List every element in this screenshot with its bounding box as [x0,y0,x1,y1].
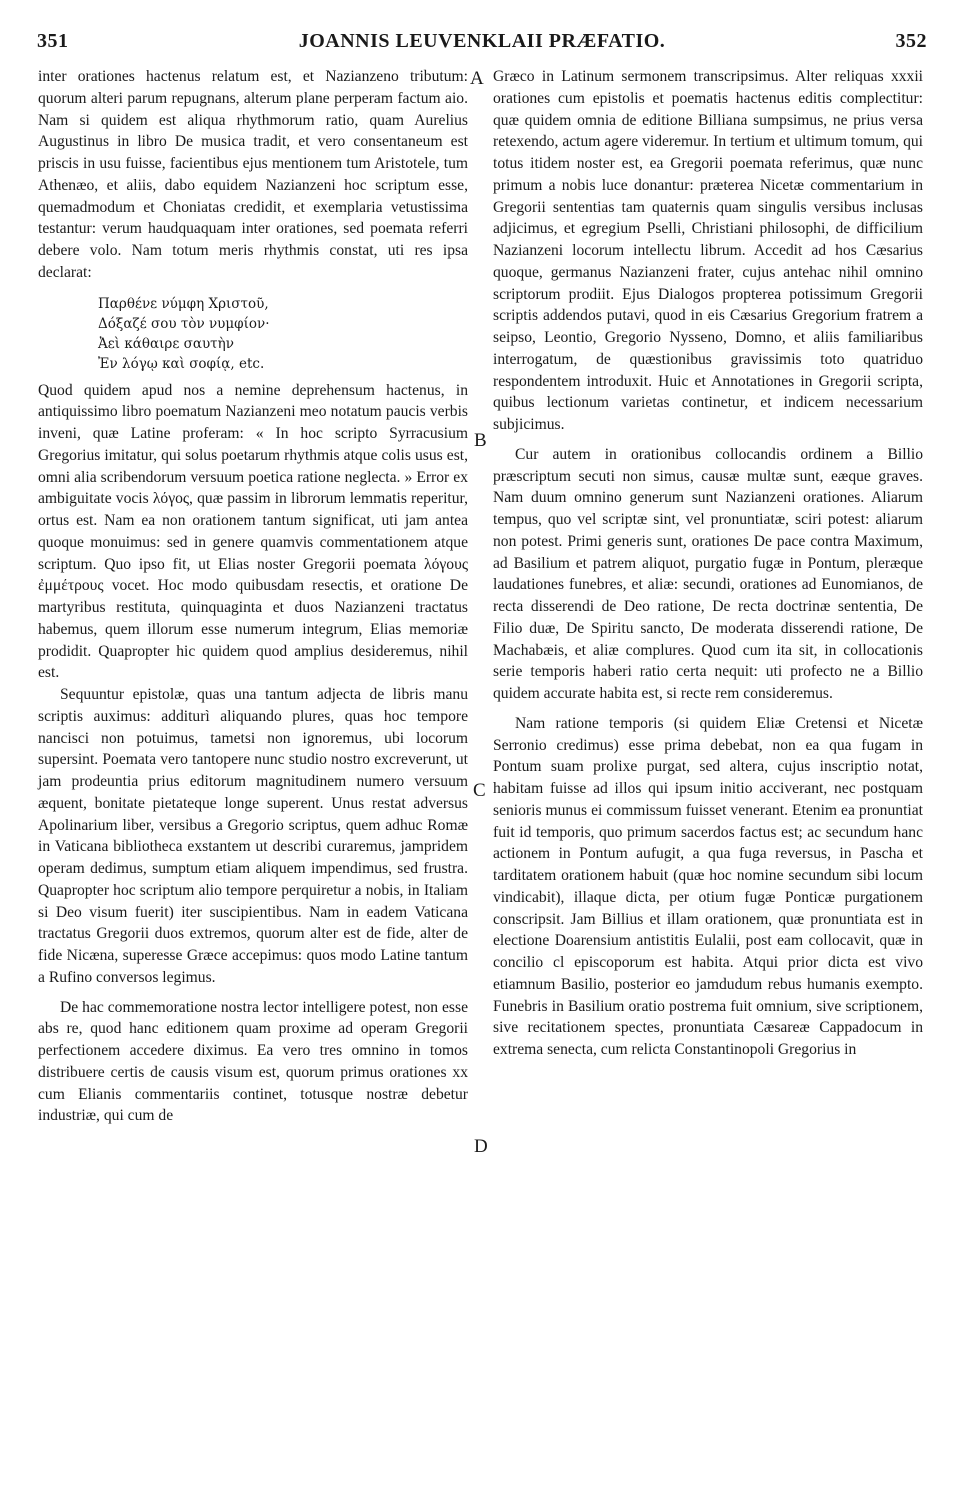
right-column [493,66,923,1061]
margin-letter-b: B [474,430,487,451]
margin-letter-a: A [470,68,484,89]
page-number-right: 352 [895,30,927,52]
greek-verse [98,294,468,374]
right-paragraph-1: Græco in Latinum sermonem transcripsimus. Alter reliquas xxxii orationes cum epistolis et poematis hactenus editis complectitur: quæ quidem omnia de editione Billiana sumpsimus, ne prius versa retexendo, actum agere videremur. In tertium et ultimum tomum, qui totus itidem noster est, ea Gregorii poemata referimus, quæ nunc primum a nobis luce donantur: præterea Nicetæ commentarium in Gregorii sententias tam quaternis quam singulis versibus inclusas adjicimus, et egregium Pselli, Christiani philosophi, de difficilium Nazianzeni locorum intellectu librum. Accedit ad hos Cæsarius quoque, germanus Nazianzeni frater, cujus antehac nihil omnino scriptorum prodiit. Ejus Dialogos propterea potissimum Gregorii scriptis addendos putavi, quod in eis Cæsarius Gregorium fratrem a seipso, Leontio, Gregorio Nysseno, Domno, et aliis familiaribus interrogatum, de quæstionibus gravissimis toto quatriduo respondentem introduxit. Huic et Annotationes in Gregorii scripta, quibus lectionum varietas continetur, et indicem necessarium subjicimus. [493,68,923,433]
left-paragraph-1: inter orationes hactenus relatum est, et Nazianzeno tributum: quorum alteri parum repugnans, alterum plane perperam factum aio. Nam si quidem est aliqua rhythmorum ratio, quam Aurelius Augustinus in libro De musica tradit, et vero consentaneum est priscis in usu fuisse, facientibus ejus mentionem tum Aristotele, tum Athenæo, et aliis, dabo equidem Nazianzeni hoc scriptum esse, quemadmodum et Choniatas credidit, et exemplaria vetustissima testantur: verum haudquaquam inter orationes, sed poemata referri debere volo. Nam totum meris rhythmis constat, uti res ipsa declarat: [38,68,468,281]
right-paragraph-2: Cur autem in orationibus collocandis ordinem a Billio præscriptum secuti non simus, causæ multæ sunt, eæque graves. Nam duum omnino generum sunt Nazianzeni orationes. Aliarum tempus, quo vel scriptæ sint, vel pronuntiatæ, sciri potest: aliarum non potest. Primi generis sunt, orationes De pace contra Maximum, ad Basilium et patrem aliquot, purgatio fugæ in Pontum, pleræque laudationes funebres, et aliæ: secundi, orationes ad Eunomianos, de recta disserendi de Deo ratione, De recta doctrinæ sententia, De Filio duæ, De Spiritu sancto, De moderata disserendi ratione, De Machabæis, et aliæ complures. Quod cum ita sit, in collocationis serie temporis haberi ratio certa nequit: uti profecto ne a Billio quidem accurate habita est, si recte rem consideremus. [493,445,923,702]
verse-line: Παρθένε νύμφη Χριστοῦ, [98,295,269,312]
margin-letter-d: D [474,1136,488,1157]
left-paragraph-4: De hac commemoratione nostra lector intelligere potest, non esse abs re, quod hanc editionem quam proxime ad operam Gregorii perfectionem accedere diximus. Ea vero tres omnino in tomos distribuere certis de causis visum est, quorum primus orationes xx cum Elianis commentariis continet, totusque nostræ debetur industriæ, qui cum de [38,998,468,1125]
running-header [37,30,927,60]
right-paragraph-3: Nam ratione temporis (si quidem Eliæ Cretensi et Nicetæ Serronio credimus) esse prima debebat, non ea qua fugam in Pontum suam prolixe purgat, sed altera, cujus inscriptio notat, habitam fuisse ad illos qui ipsum initio acciverant, nec postquam senioris munus ei commissum fuisset venerant. Etenim ea pronuntiat fuit id temporis, quo primum sacerdos factus est; ac secundum hanc actionem in Pontum aufugit, a qua fuga reversus, in Pascha et tarditatem orationem habuit (quæ hoc nomine secundum sibi locum vindicabit), illaque dicta, per otium fugæ Ponticæ purgationem conscripsit. Jam Billius et illam orationem, quæ pronuntiata est in electione Doarensium antistitis Eulalii, post eam collocavit, quæ in concilio cl episcoporum est habita. Atqui prior dicta est vivo etiamnum Basilio, posterior eo jamdudum rebus humanis exempto. Funebris in Basilium oratio postrema fuit omnium, sive scriptionem, sive recitationem spectes, pronuntiata Cæsareæ Cappadocum in extrema senecta, cum relicta Constantinopoli Gregorius in [493,714,923,1058]
left-paragraph-2: Quod quidem apud nos a nemine deprehensum hactenus, in antiquissimo libro poematum Nazianzeni meo notatum paucis verbis inveni, quæ Latine proferam: « In hoc scripto Syrracusium Gregorius imitatur, qui solus poetarum rhythmis atque colis usus est, omni alia scribendorum versuum poetica ratione neglecta. » Error ex ambiguitate vocis λόγος, quæ passim in librorum lemmatis reperitur, ortus est. Nam ea non orationem tantum significat, uti jam antea quoque monuimus: sed in genere quamvis commentationem atque scriptum. Quo ipso fit, ut Elias noster Gregorii poemata λόγους ἐμμέτρους vocet. Hoc modo quibusdam resectis, et oratione De martyribus restituta, quinquaginta et duos Nazianzeni tractatus habemus, quem illorum esse numerum integrum, Elias memoriæ prodidit. Quapropter hic quidem quod amplius desideremus, nihil est. [38,381,468,682]
left-paragraph-3: Sequuntur epistolæ, quas una tantum adjecta de libris manu scriptis auximus: additurì aliquando plures, quas hoc tempore nancisci non potuimus, tametsi non ignoremus, ubi locorum supersint. Poemata vero tantopere nunc studio nostro excreverunt, ut jam prodeuntia prius editorum magnitudinem numero versuum æquent, bonitate pietateque longe superent. Unus restat adversus Apolinarium liber, versibus a Gregorio scriptus, quem adhuc Romæ in Vaticana bibliotheca exstantem ut describi curaremus, jampridem operam dedimus, sumptum etiam aliquem impendimus, sed frustra. Quapropter hoc scriptum alio tempore perquiretur a nobis, in Italiam si Deo visum fuerit) iter suscipientibus. Nam in eadem Vaticana tractatus Gregorii duos extremos, quorum alter est de fide, alter de fide Nicæna, superesse Græce accepimus: quos modo Latine tantum a Rufino conversos legimus. [38,686,468,986]
left-column [38,66,468,1127]
verse-line: Ἐν λόγῳ καὶ σοφίᾳ, etc. [98,355,265,372]
page-number-left: 351 [37,30,69,52]
verse-line: Δόξαζέ σου τὸν νυμφίον· [98,315,270,332]
running-title: JOANNIS LEUVENKLAII PRÆFATIO. [298,30,666,52]
verse-line: Ἀεὶ κάθαιρε σαυτὴν [98,335,234,352]
margin-letter-c: C [473,780,486,801]
